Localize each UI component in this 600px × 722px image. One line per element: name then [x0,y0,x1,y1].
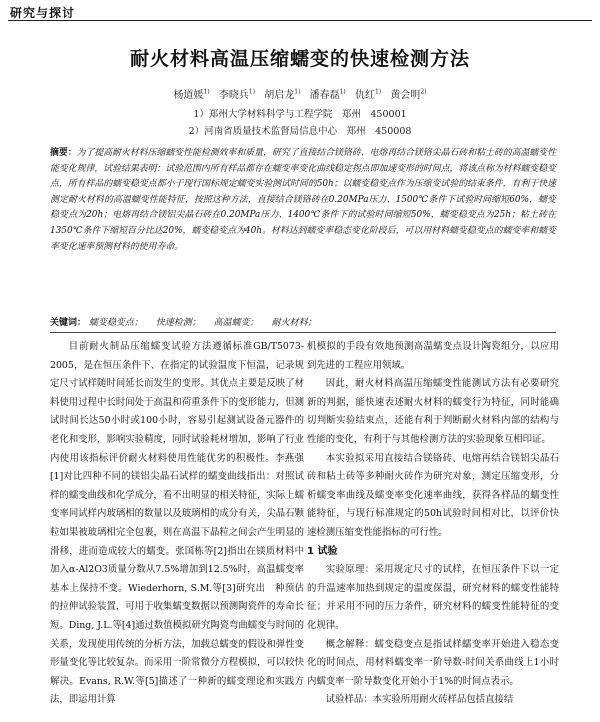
body-paragraph: 实验原理：采用规定尺寸的试样，在恒压条件下以一定的升温速率加热到规定的温度保温，研究材料的蠕变性能特征；并采用不同的压力条件，研究材料的蠕变性能特征的变化规律。 [307,564,559,631]
affiliation-2: 2）河南省质量技术监督局信息中心 郑州 450008 [188,126,412,137]
keyword: 快速检测； [155,318,201,328]
abstract-divider [50,332,556,333]
author-name: 李晓兵$^{1)}$ [218,88,256,101]
author-name: 潘春磊$^{1)}$ [309,88,346,101]
keyword: 高温蠕变； [213,318,259,328]
abstract-label: 摘要： [50,148,77,158]
keywords-label: 关键词： [50,318,87,328]
author-affiliation-mark: 1) [374,88,382,96]
body-paragraph: 机模拟的手段有效地预测高温蠕变点设计陶瓷组分，以应用到先进的工程应用领域。 [307,341,559,371]
author-affiliation-mark: 1) [339,88,346,96]
body-paragraph: 目前耐火制品压缩蠕变试验方法遵循标准GB/T5073-2005，是在恒压条件下、在指定的试验温度下恒温，记录规定尺寸试样随时间延长而发生的变形。其优点主要是反映了材料使用过程中长时间处于高温和荷重条件下的变形能力，但测试时间长达50小时或100小时，容易引起测试设备元器件的老化和变形，影响实验精度，同时试验耗材增加，影响了行业内使用该指标评价耐火材料使用性能优劣的积极性。李燕强[1]对比四种不同的镁铝尖晶石试样的蠕变曲线指出：对照试样的蠕变曲线和化学成分，看不出明显的相关特征，实际上蠕变率同试样内玻璃相的数量以及玻璃相的成分有关，尖晶石颗粒如果被玻璃相完全包裹，则在高温下晶粒之间会产生明显的滑移，进而造成较大的蠕变。张国栋等[2]指出在镁质材料中加入α-Al2O3质量分数从7.5%增加到12.5%时，高温蠕变率基本上保持不变。Wiederhorn, S.M.等[3]研究出 种预估的拉伸试验装置，可用于收集蠕变数据以预测陶瓷件的寿命长短。Ding, J.L.等[4]通过数值模拟研究陶瓷弯曲蠕变与时间的关系，发现使用传统的分析方法，加载总蠕变的假设和弹性变形量变化等比较复杂。而采用一阶常微分方程模拟，可以较快解决。Evans, R.W.等[5]描述了一种新的蠕变理论和实践方法，即运用计算 [50,341,304,706]
body-paragraph: 因此，耐火材料高温压缩蠕变性能测试方法有必要研究新的判据，能快速表述耐火材料的蠕变行为特征，同时能确切判断实验结束点，还能有利于判断耐火材料内部的结构与性能的变化，有利于与其他检测方法的实验现象互相印证。 [307,378,559,445]
paper-title: 耐火材料高温压缩蠕变的快速检测方法 [129,48,470,70]
body-paragraph: 试验样品：本实验所用耐火砖样品包括直接结 [325,694,514,706]
keyword: 蠕变稳变点； [88,318,143,328]
author-affiliation-mark: 2) [420,88,427,96]
abstract [50,146,556,255]
affiliation-1: 1）郑州大学材料科学与工程学院 郑州 450001 [193,109,407,120]
author-name: 胡启龙$^{1)}$ [264,88,301,101]
author-list [0,86,600,101]
author-name: 仇红$^{1)}$ [354,88,382,101]
author-name: 黄会明$^{2)}$ [390,88,427,101]
header-rule [8,20,592,21]
keyword: 耐火材料； [271,318,317,328]
body-column-left [50,338,304,722]
body-paragraph: 概念解释：蠕变稳变点是指试样蠕变率开始进入稳态变化的时间点，用材料蠕变率一阶导数-时间关系曲线上1小时内蠕变率一阶导数变化开始小于1%的时间点表示。 [307,638,559,687]
author-affiliation-mark: 1) [203,88,210,96]
abstract-text: 为了提高耐火材料压缩蠕变性能检测效率和质量，研究了直接结合镁铬砖、电熔再结合镁铬尖晶石砖和粘土砖的高温蠕变性能变化规律，试验结果表明：试验范围内所有样品都存在蠕变率变化曲线稳定拐点即加速变形的时间点，将该点称为材料蠕变稳变点，所有样品的蠕变稳变点都小于现行国标规定蠕变实验测试时间的50h；以蠕变稳变点作为压缩变试验的结束条件，有利于快速测定耐火材料的高温蠕变性能特征，按照这种方法，直接结合镁铬砖在0.20MPa压力、1500℃条件下试验时间缩短60%，蠕变稳变点为20h；电熔再结合镁铝尖晶石砖在0.20MPa压力、1400℃条件下的试验时间缩短50%，蠕变稳变点为25h；粘土砖在1350℃条件下缩短百分比达20%，蠕变稳变点为40h。材料达到蠕变率稳态变化阶段后，可以用材料蠕变稳变点的蠕变率和蠕变率变化速率预测材料的使用寿命。 [50,148,557,252]
author-affiliation-mark: 1) [294,88,301,96]
section-label: 研究与探讨 [10,6,76,20]
author-name: 杨道媛$^{1)}$ [173,88,210,101]
author-affiliation-mark: 1) [248,88,256,96]
body-paragraph: 本实验拟采用直接结合镁铬砖、电熔再结合镁铝尖晶石砖和粘土砖等多种耐火砖作为研究对象，测定压缩变形，分析蠕变率曲线及蠕变率变化速率曲线，获得各样品的蠕变性能特征，与现行标准规定的50h试验时间相对比，以评价快速检测压缩变性能指标的可行性。 [307,452,559,538]
body-column-right [307,338,559,722]
keywords [50,315,556,328]
section-heading: 1 试验 [307,545,338,557]
